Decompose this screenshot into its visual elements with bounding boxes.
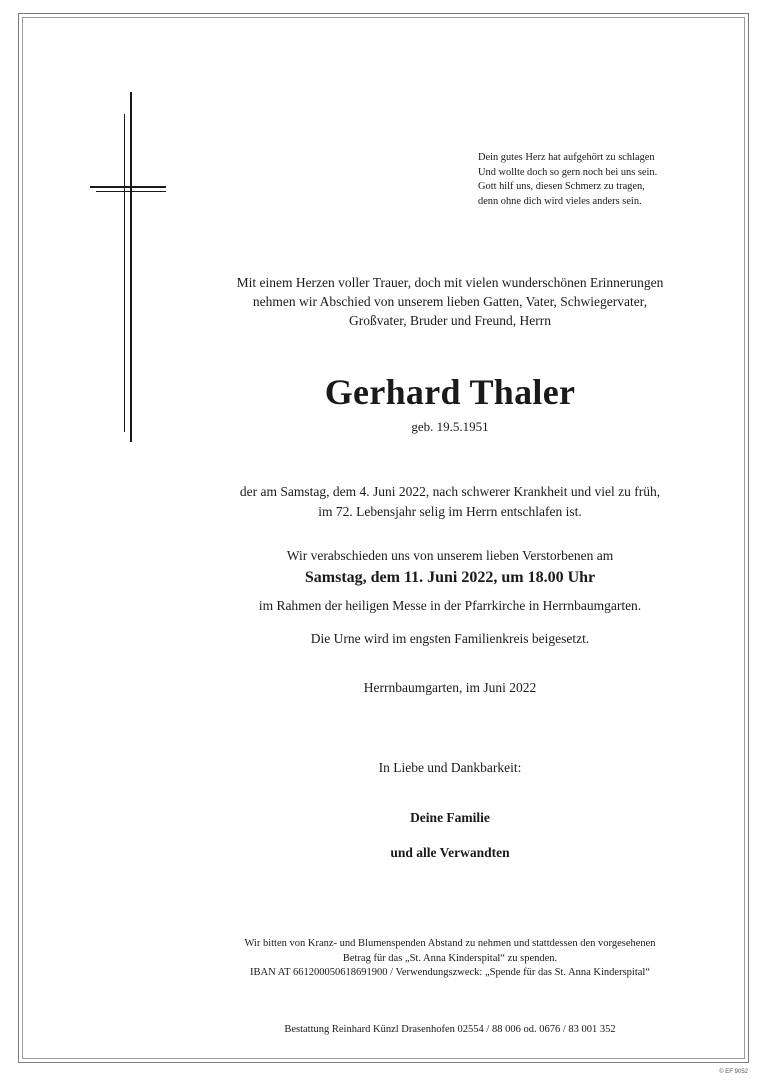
thanks-text: In Liebe und Dankbarkeit: [378,760,522,775]
urn-text: Die Urne wird im engsten Familienkreis beigesetzt. [310,631,590,646]
donation-line: IBAN AT 661200050618691900 / Verwendungszweck: „Spende für das St. Anna Kinderspital“ [249,967,650,978]
poem-line: Gott hilf uns, diesen Schmerz zu tragen, [478,181,645,192]
relatives-signature: und alle Verwandten [390,845,510,860]
farewell-text: Wir verabschieden uns von unserem lieben Verstorbenen am [286,548,614,563]
birth-date: geb. 19.5.1951 [411,419,489,434]
deceased-name: Gerhard Thaler [324,372,576,412]
family-signature: Deine Familie [410,810,490,825]
intro-text [190,273,710,330]
poem [478,151,718,209]
mass-text: im Rahmen der heiligen Messe in der Pfarrkirche in Herrnbaumgarten. [258,598,642,613]
donation-line: Betrag für das „St. Anna Kinderspital“ zu spenden. [342,952,558,964]
donation-line: Wir bitten von Kranz- und Blumenspenden Abstand zu nehmen und stattdessen den vorgesehenen [244,938,656,949]
intro-line: nehmen wir Abschied von unserem lieben Gatten, Vater, Schwiegervater, [252,294,648,309]
intro-line: Mit einem Herzen voller Trauer, doch mit vielen wunderschönen Erinnerungen [236,275,664,290]
cross-icon [88,92,168,442]
intro-line: Großvater, Bruder und Freund, Herrn [349,313,551,328]
donation-note [190,937,710,981]
undertaker-contact: Bestattung Reinhard Künzl Drasenhofen 02554 / 88 006 od. 0676 / 83 001 352 [284,1024,616,1035]
ceremony-date: Samstag, dem 11. Juni 2022, um 18.00 Uhr [304,569,596,586]
place-date: Herrnbaumgarten, im Juni 2022 [363,680,537,695]
copyright-mark: © EF 9052 [719,1069,748,1075]
poem-line: Dein gutes Herz hat aufgehört zu schlagen [478,152,655,163]
poem-line: denn ohne dich wird vieles anders sein. [478,195,642,207]
poem-line: Und wollte doch so gern noch bei uns sein. [478,166,658,178]
death-line: im 72. Lebensjahr selig im Herrn entschlafen ist. [318,503,582,519]
death-text [190,482,710,521]
death-line: der am Samstag, dem 4. Juni 2022, nach schwerer Krankheit und viel zu früh, [239,484,661,499]
